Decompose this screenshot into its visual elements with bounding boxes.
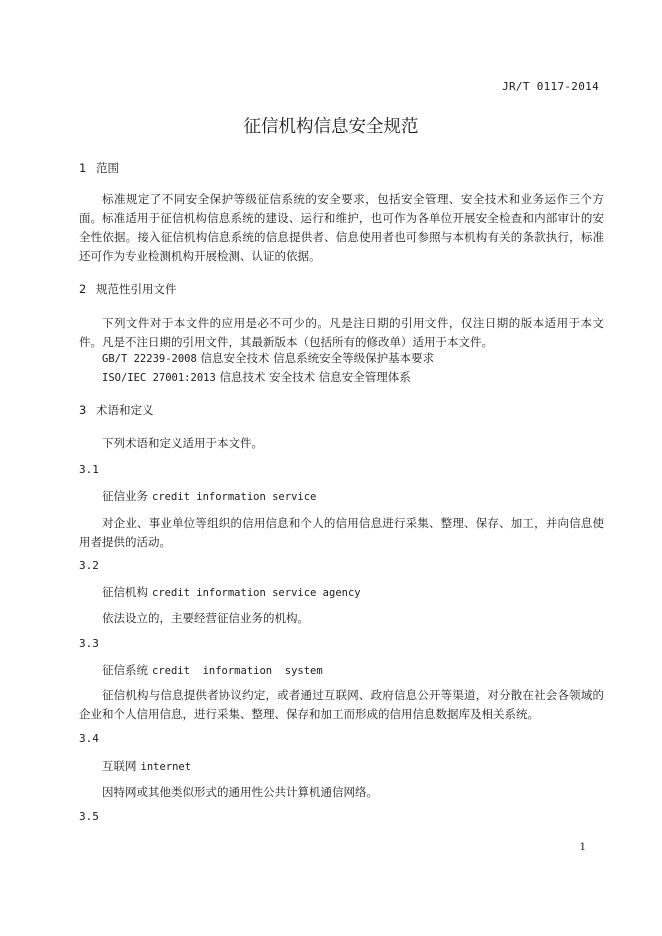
term-heading [102, 584, 361, 600]
term-zh: 征信机构 [102, 585, 148, 599]
term-en: credit information system [152, 665, 323, 677]
term-en: internet [140, 761, 192, 773]
section-title: 范围 [96, 161, 119, 175]
reference-code: ISO/IEC 27001:2013 [102, 372, 216, 384]
term-zh: 征信系统 [102, 663, 148, 677]
section-heading-1 [79, 160, 119, 176]
section-heading-3 [79, 402, 154, 418]
section-number: 2 [79, 282, 87, 296]
term-zh: 互联网 [102, 759, 137, 773]
term-number: 3.4 [79, 732, 99, 745]
term-number: 3.5 [79, 810, 99, 823]
term-number: 3.2 [79, 559, 99, 572]
term-number: 3.1 [79, 463, 99, 476]
term-heading [102, 662, 323, 678]
term-heading [102, 758, 191, 774]
reference-title: 信息安全技术 信息系统安全等级保护基本要求 [200, 351, 435, 365]
reference-code: GB/T 22239-2008 [102, 353, 197, 365]
reference-title: 信息技术 安全技术 信息安全管理体系 [219, 370, 411, 384]
reference-item [102, 350, 434, 366]
section-heading-2 [79, 281, 177, 297]
term-zh: 征信业务 [102, 489, 148, 503]
document-title: 征信机构信息安全规范 [243, 117, 419, 137]
term-definition: 因特网或其他类似形式的通用性公共计算机通信网络。 [102, 785, 378, 799]
reference-item [102, 369, 411, 385]
term-en: credit information service agency [152, 587, 361, 599]
section-number: 3 [79, 403, 87, 417]
paragraph: 标准规定了不同安全保护等级征信系统的安全要求，包括安全管理、安全技术和业务运作三个方面。 [79, 192, 604, 225]
section-title: 术语和定义 [96, 403, 154, 417]
paragraph: 下列术语和定义适用于本文件。 [102, 436, 263, 450]
paragraph: 标准适用于征信机构信息系统的建设、运行和维护，也可作为各单位开展安全检查和内部审计的安全性依据。接入征信机构信息系统的信息提供者、信息使用者也可参照与本机构有关的条款执行，标准还可作为专业检测机构开展检测、认证的依据。 [79, 211, 604, 263]
term-definition: 对企业、事业单位等组织的信用信息和个人的信用信息进行采集、整理、保存、加工，并向信息使用者提供的活动。 [79, 516, 604, 549]
term-definition: 征信机构与信息提供者协议约定，或者通过互联网、政府信息公开等渠道，对分散在社会各领域的企业和个人信用信息，进行采集、整理、保存和加工而形成的信用信息数据库及相关系统。 [79, 688, 604, 721]
term-definition: 依法设立的，主要经营征信业务的机构。 [102, 611, 309, 625]
section-title: 规范性引用文件 [96, 282, 177, 296]
section-number: 1 [79, 161, 87, 175]
paragraph: 下列文件对于本文件的应用是必不可少的。凡是注日期的引用文件，仅注日期的版本适用于本文件。凡是不注日期的引用文件，其最新版本（包括所有的修改单）适用于本文件。 [79, 316, 604, 349]
term-en: credit information service [152, 491, 317, 503]
page-number: 1 [579, 842, 586, 853]
term-heading [102, 488, 316, 504]
standard-code: JR/T 0117-2014 [502, 80, 599, 93]
term-number: 3.3 [79, 637, 99, 650]
